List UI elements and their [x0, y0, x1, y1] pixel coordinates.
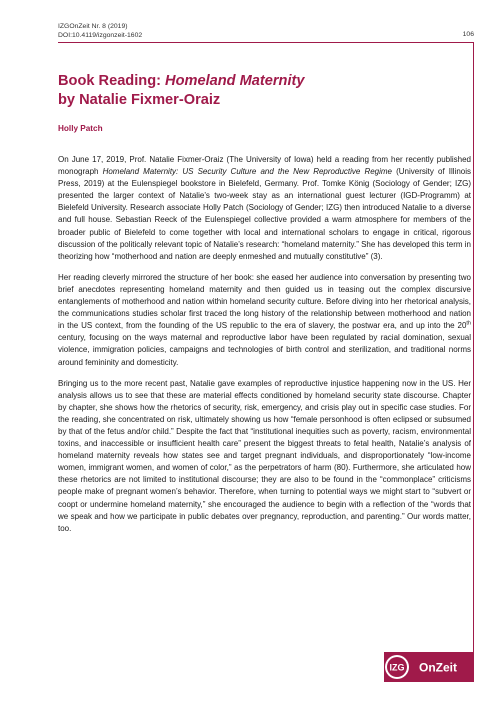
title-prefix: Book Reading: [58, 73, 166, 89]
doi[interactable]: DOI:10.4119/izgonzeit-1602 [58, 32, 143, 39]
title-italic: Homeland Maternity [165, 73, 305, 89]
izg-onzeit-logo [382, 652, 474, 682]
paragraph-1 [58, 154, 471, 263]
logo-wordmark: OnZeit [419, 660, 457, 675]
author-name: Holly Patch [58, 124, 103, 133]
page-number: 106 [462, 31, 474, 38]
p2-text-a: Her reading cleverly mirrored the structure of her book: she eased her audience into conversation by presenting two brief anecdotes representing homeland maternity and then guided us in teasing out the complex discursive entanglements of motherhood and nation within homeland security culture. Before diving into her rhetorical analysis, the communications studies scholar first traced the long history of the relationship between motherhood and nation in the US context, from the founding of the US republic to the era of slavery, the postwar era, and up into the 20 [58, 272, 471, 331]
header-rule [58, 42, 474, 43]
article-body [58, 154, 471, 544]
article-title [58, 72, 438, 110]
p2-text-b: century, focusing on the ways maternal and reproductive labor have been regulated by racial domination, sexual violence, immigration policies, campaigns and technologies of birth control and sterilization, and traditional norms around femininity and domesticity. [58, 333, 471, 367]
logo-badge-text: IZG [389, 662, 405, 673]
journal-issue: IZGOnZeit Nr. 8 (2019) [58, 23, 128, 30]
p1-text-a: On June 17, 2019, Prof. Natalie Fixmer-Oraiz (The University of Iowa) held a reading from her recently published monograph [58, 155, 471, 177]
margin-rule [473, 42, 474, 682]
p1-text-c: (University of Illinois Press, 2019) at the Eulenspiegel bookstore in Bielefeld, Germany. Prof. Tomke König (Sociology of Gender; IZG) presented the larger context of Natalie’s two-week stay as an international guest lecturer (IGD-Programm) at Bielefeld University. Research associate Holly Patch (Sociology of Gender; IZG) then introduced Natalie to a diverse and full house. Sebastian Reeck of the Eulenspiegel collective provided a warm atmosphere for members of the broader public of Bielefeld to come together with local and international scholars to engage in critical, rigorous discussion of the politically relevant topic of Natalie’s research: “homeland maternity.” She has developed this term in theorizing how “motherhood and nation are deeply enmeshed and mutually constitutive” (3). [58, 167, 471, 261]
paragraph-3: Bringing us to the more recent past, Natalie gave examples of reproductive injustice happening now in the US. Her analysis allows us to see that these are material effects conditioned by homeland security state discourse. Chapter by chapter, she shows how the rhetorics of security, risk, emergency, and crisis play out in specific case studies. For the reading, she concentrated on risk, ultimately showing us how “female personhood is often eclipsed or subsumed by that of the fetus and/or child.” Despite the fact that “institutional inequities such as poverty, racism, environmental toxins, and inaccessible or insufficient health care” present the biggest threats to fetal health, Natalie’s analysis of homeland maternity reveals how states see and target pregnant individuals, and disproportionately “low-income women, immigrant women, and women of color,” as the perpetrators of harm (80). Furthermore, she articulated how these rhetorics are not limited to institutional discourse; they are also to be found in the “commonplace” criticisms people make of pregnant women’s behavior. Therefore, when turning to potential ways we might start to “subvert or coopt or undermine homeland maternity,” she encouraged the audience to begin with a reflection of the “words that we speak and how we participate in public debates over pregnancy, reproduction, and parenting.” Our words matter, too. [58, 378, 471, 533]
p2-superscript: th [466, 320, 471, 327]
p1-book-title: Homeland Maternity: US Security Culture and the New Reproductive Regime [102, 167, 393, 177]
title-line2: by Natalie Fixmer-Oraiz [58, 92, 221, 108]
paragraph-2 [58, 272, 471, 369]
running-header [58, 22, 142, 40]
